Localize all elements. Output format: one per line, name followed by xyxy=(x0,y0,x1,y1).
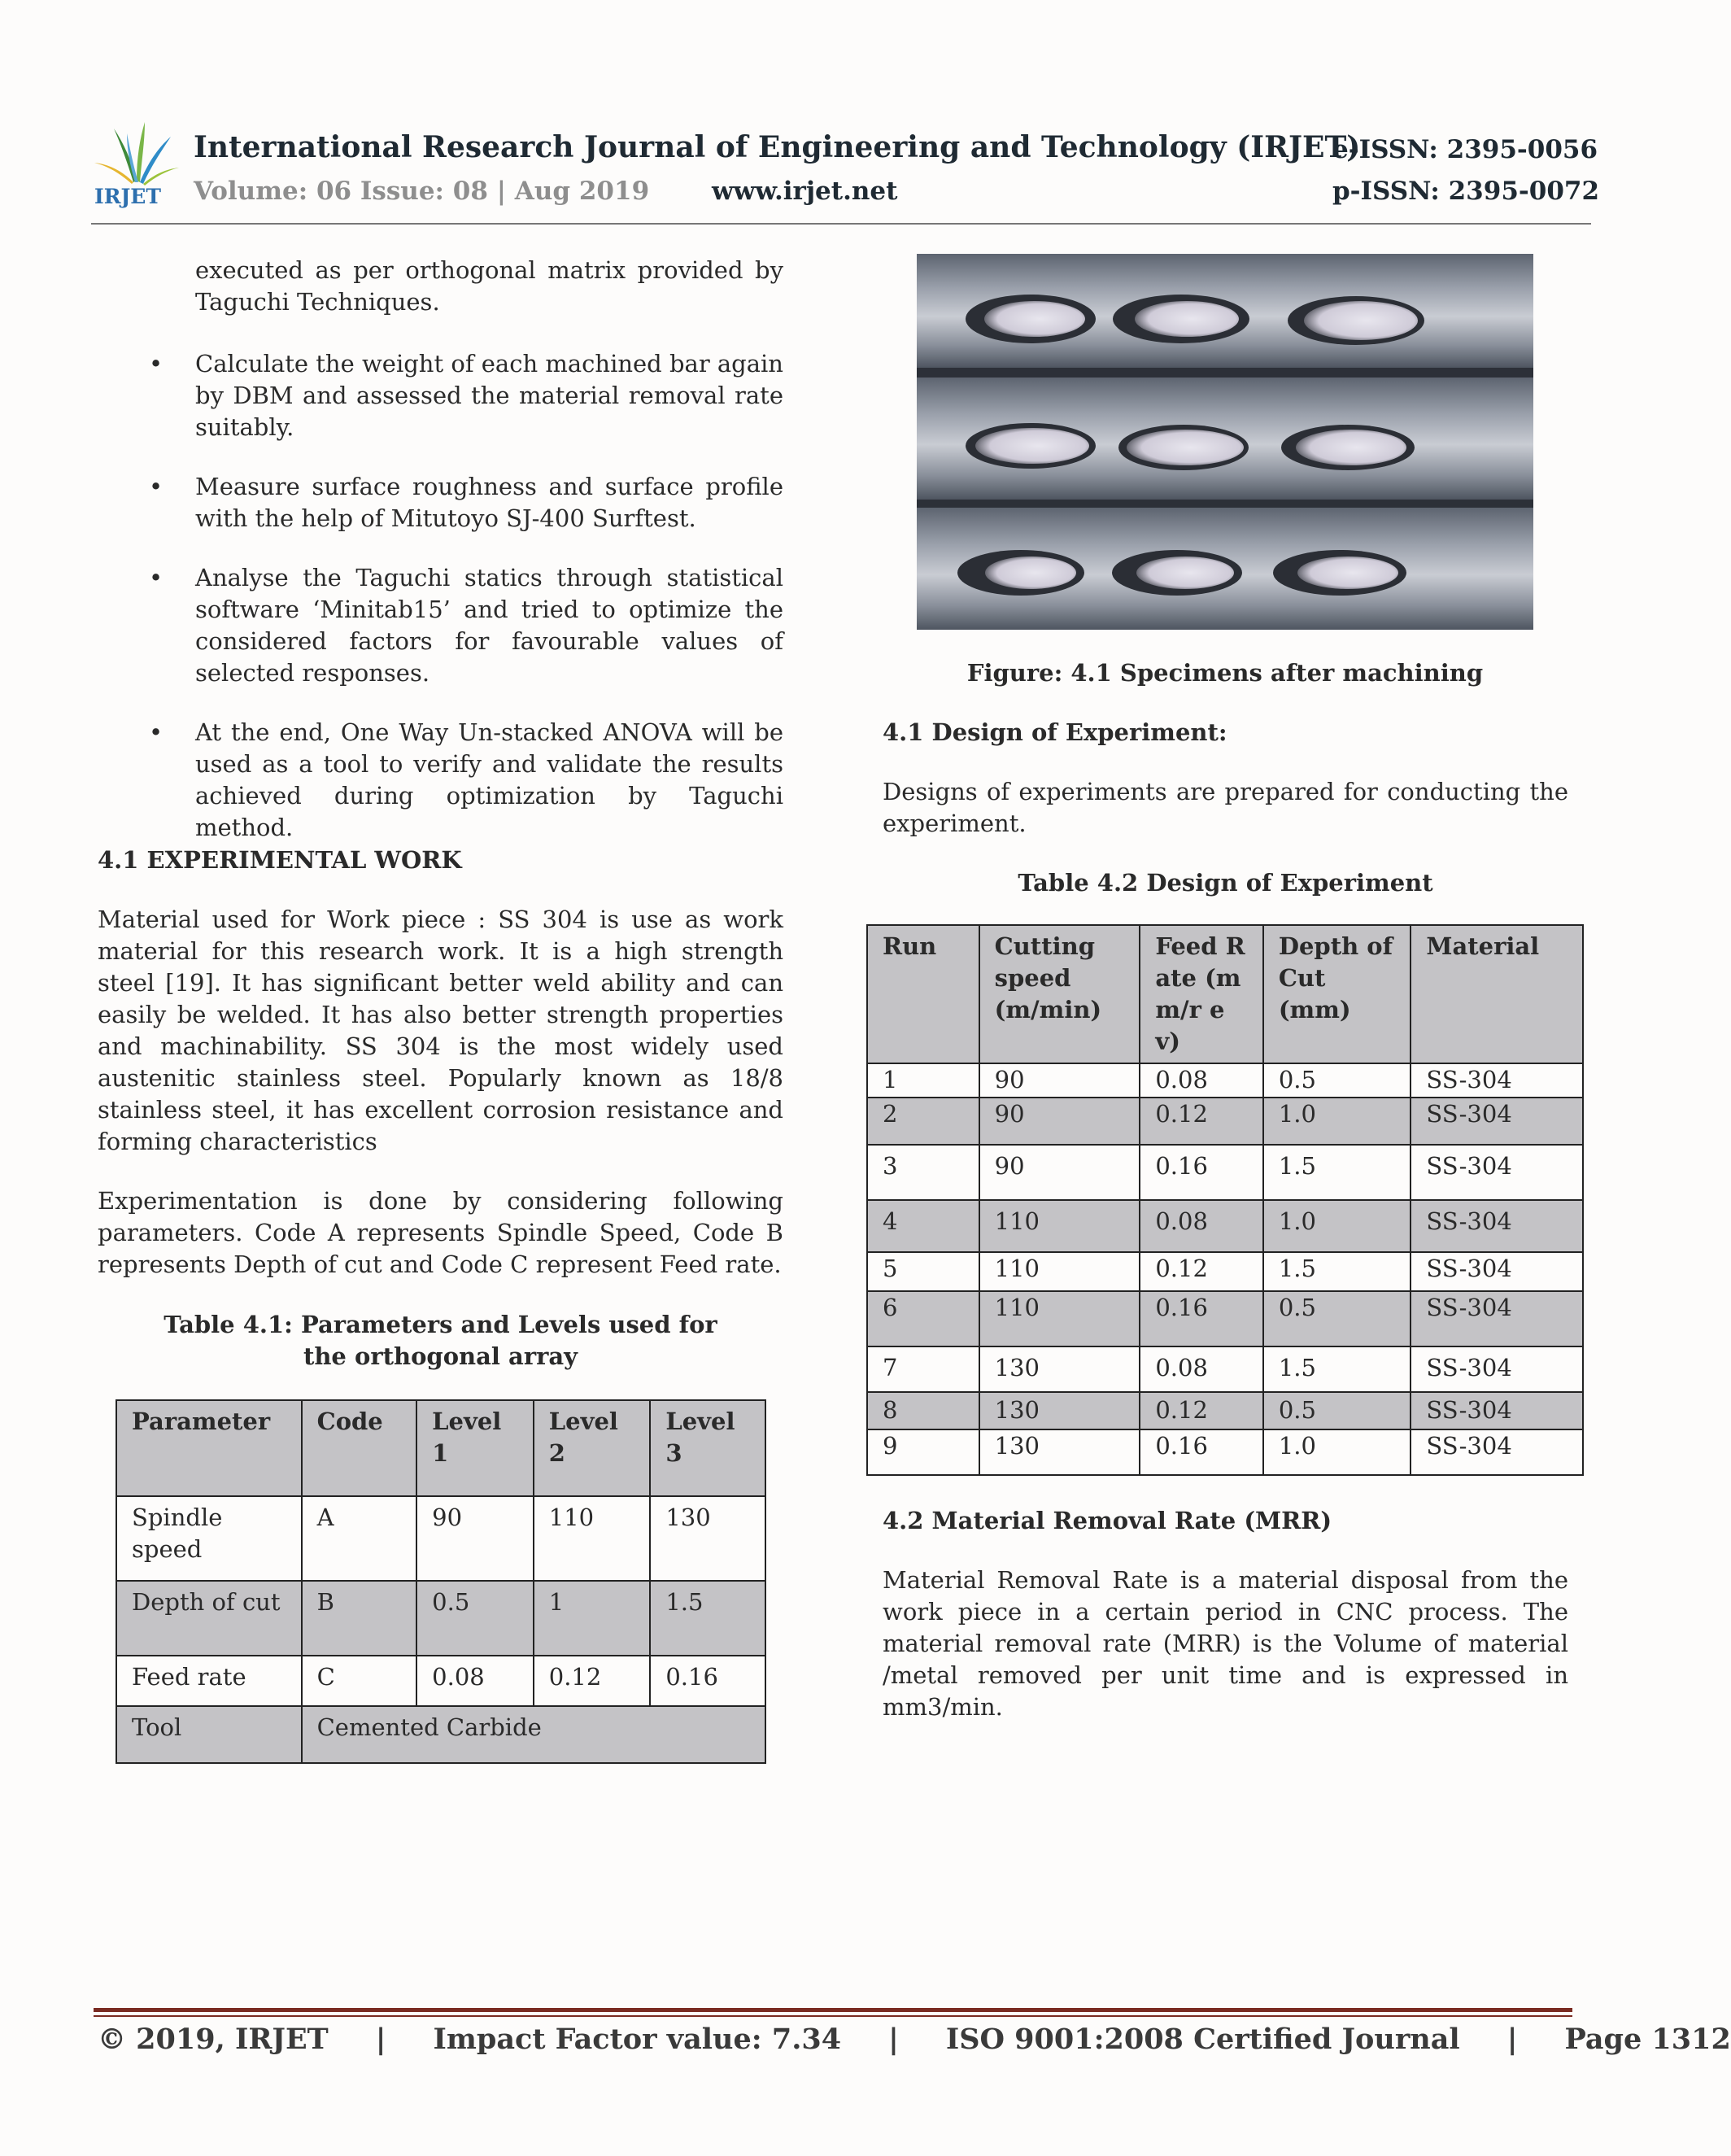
table-cell: 90 xyxy=(979,1063,1140,1098)
table-cell: 0.5 xyxy=(416,1581,534,1656)
table-cell: 1.0 xyxy=(1263,1200,1411,1252)
table-row xyxy=(867,1063,1583,1098)
bullet-icon: • xyxy=(149,473,164,500)
table-cell: SS-304 xyxy=(1411,1392,1583,1429)
list-item: • Analyse the Taguchi statics through statistical software ‘Minitab15’ and tried to optimize the considered factors for favourable values of selected responses. xyxy=(149,564,783,687)
table-cell: 0.12 xyxy=(1140,1392,1262,1429)
table-cell: 3 xyxy=(867,1145,979,1200)
logo-text: IRJET xyxy=(94,185,161,208)
table-row xyxy=(867,1392,1583,1429)
table-row xyxy=(867,1145,1583,1200)
table-cell: Depth of cut xyxy=(116,1581,302,1656)
table-header-cell: Depth of Cut (mm) xyxy=(1263,925,1411,1063)
table-cell: 0.12 xyxy=(1140,1252,1262,1291)
table-cell: 0.16 xyxy=(650,1656,765,1706)
table-cell: 130 xyxy=(979,1346,1140,1392)
table-cell: Cemented Carbide xyxy=(302,1706,765,1763)
page-footer xyxy=(98,2023,1731,2056)
doe-heading: 4.1 Design of Experiment: xyxy=(883,718,1227,746)
table-cell: 2 xyxy=(867,1098,979,1145)
table1-caption: Table 4.1: Parameters and Levels used for the orthogonal array xyxy=(164,1311,717,1370)
list-item: • Measure surface roughness and surface profile with the help of Mitutoyo SJ-400 Surftest. xyxy=(149,473,783,532)
table-cell: Feed rate xyxy=(116,1656,302,1706)
table-header-cell: Feed Rate (mm/r ev) xyxy=(1140,925,1262,1063)
table-cell: 110 xyxy=(979,1291,1140,1346)
table-header-row xyxy=(116,1400,765,1496)
material-paragraph: Material used for Work piece : SS 304 is use as work material for this research work. It is a high strength steel [19]. It has significant better weld ability and can easily be welded. It has also better strength properties and machinability. SS 304 is the most widely used austenitic stainless steel. Popularly known as 18/8 stainless steel, it has excellent corrosion resistance and forming characteristics xyxy=(98,906,783,1155)
table-header-cell: Cutting speed (m/min) xyxy=(979,925,1140,1063)
table-cell: 0.5 xyxy=(1263,1392,1411,1429)
table-cell: SS-304 xyxy=(1411,1346,1583,1392)
table-header-cell: Run xyxy=(867,925,979,1063)
table-cell: 8 xyxy=(867,1392,979,1429)
table-header-cell: Parameter xyxy=(116,1400,302,1496)
intro-text: executed as per orthogonal matrix provided by Taguchi Techniques. xyxy=(195,256,783,316)
footer-impact-factor: Impact Factor value: 7.34 xyxy=(433,2023,842,2056)
table-header-cell: Level 1 xyxy=(416,1400,534,1496)
table-cell: 130 xyxy=(979,1392,1140,1429)
footer-separator: | xyxy=(1506,2023,1518,2056)
table-row xyxy=(116,1656,765,1706)
table-cell: 1.0 xyxy=(1263,1098,1411,1145)
table-cell: SS-304 xyxy=(1411,1291,1583,1346)
table-cell: 0.5 xyxy=(1263,1063,1411,1098)
table-cell: 90 xyxy=(416,1496,534,1581)
table-cell: 130 xyxy=(650,1496,765,1581)
table-cell: 90 xyxy=(979,1098,1140,1145)
header-divider xyxy=(91,223,1591,225)
footer-copyright: © 2019, IRJET xyxy=(98,2023,329,2056)
table-header-row xyxy=(867,925,1583,1063)
specimens-photo xyxy=(917,254,1533,630)
table-cell: 0.12 xyxy=(534,1656,651,1706)
table-row xyxy=(867,1200,1583,1252)
table-header-cell: Material xyxy=(1411,925,1583,1063)
bullet-icon: • xyxy=(149,718,164,746)
table-cell: SS-304 xyxy=(1411,1200,1583,1252)
section-heading-experimental-work: 4.1 EXPERIMENTAL WORK xyxy=(98,846,462,874)
parameters-table xyxy=(116,1399,766,1764)
table-cell: 6 xyxy=(867,1291,979,1346)
e-issn: e-ISSN: 2395-0056 xyxy=(1332,135,1598,164)
table-cell: SS-304 xyxy=(1411,1429,1583,1475)
design-of-experiment-table xyxy=(866,924,1584,1476)
figure-caption: Figure: 4.1 Specimens after machining xyxy=(966,659,1484,687)
table-cell: 9 xyxy=(867,1429,979,1475)
table-cell: 1.5 xyxy=(1263,1252,1411,1291)
volume-issue: Volume: 06 Issue: 08 | Aug 2019 xyxy=(194,177,650,206)
table-cell: 130 xyxy=(979,1429,1140,1475)
mrr-heading: 4.2 Material Removal Rate (MRR) xyxy=(883,1507,1332,1534)
table-cell: 110 xyxy=(534,1496,651,1581)
table-cell: 4 xyxy=(867,1200,979,1252)
parameters-paragraph: Experimentation is done by considering following parameters. Code A represents Spindle Speed, Code B represents Depth of cut and Code C represent Feed rate. xyxy=(98,1187,783,1278)
bullet-icon: • xyxy=(149,564,164,591)
footer-divider-thick xyxy=(94,2008,1572,2012)
table-cell: 0.12 xyxy=(1140,1098,1262,1145)
table-row xyxy=(867,1291,1583,1346)
table-cell: 0.5 xyxy=(1263,1291,1411,1346)
table-row xyxy=(867,1346,1583,1392)
table-header-cell: Level 2 xyxy=(534,1400,651,1496)
table-cell: 0.08 xyxy=(416,1656,534,1706)
footer-separator: | xyxy=(888,2023,899,2056)
table-cell: 0.16 xyxy=(1140,1291,1262,1346)
table-cell: 90 xyxy=(979,1145,1140,1200)
table-row xyxy=(867,1252,1583,1291)
table-cell: 1 xyxy=(534,1581,651,1656)
table-row xyxy=(867,1429,1583,1475)
table-cell: SS-304 xyxy=(1411,1145,1583,1200)
table-cell: 110 xyxy=(979,1252,1140,1291)
footer-separator: | xyxy=(375,2023,386,2056)
table-cell: 0.08 xyxy=(1140,1063,1262,1098)
table-cell: 110 xyxy=(979,1200,1140,1252)
table-cell: 1.5 xyxy=(650,1581,765,1656)
table2-caption: Table 4.2 Design of Experiment xyxy=(1018,869,1433,897)
table-cell: 0.16 xyxy=(1140,1429,1262,1475)
table-cell: B xyxy=(302,1581,417,1656)
table-cell: Tool xyxy=(116,1706,302,1763)
table-cell: 1.5 xyxy=(1263,1346,1411,1392)
table-row xyxy=(116,1496,765,1581)
table-cell: 0.08 xyxy=(1140,1346,1262,1392)
table-row xyxy=(867,1098,1583,1145)
footer-page-number: Page 1312 xyxy=(1564,2023,1731,2056)
list-item: • Calculate the weight of each machined bar again by DBM and assessed the material removal rate suitably. xyxy=(149,350,783,441)
journal-title: International Research Journal of Engineering and Technology (IRJET) xyxy=(194,130,1361,164)
table-cell: 0.08 xyxy=(1140,1200,1262,1252)
method-bullet-list xyxy=(149,348,783,871)
table-cell: 1 xyxy=(867,1063,979,1098)
mrr-paragraph: Material Removal Rate is a material disposal from the work piece in a certain period in CNC process. The material removal rate (MRR) is the Volume of material /metal removed per unit time and is expressed in mm3/min. xyxy=(883,1566,1568,1721)
table-cell: Spindle speed xyxy=(116,1496,302,1581)
table-header-cell: Level 3 xyxy=(650,1400,765,1496)
table-cell: SS-304 xyxy=(1411,1063,1583,1098)
irjet-logo xyxy=(91,119,181,207)
footer-iso: ISO 9001:2008 Certified Journal xyxy=(945,2023,1460,2056)
footer-divider-thin xyxy=(94,2015,1572,2017)
table-cell: 5 xyxy=(867,1252,979,1291)
doe-paragraph: Designs of experiments are prepared for conducting the experiment. xyxy=(883,778,1568,837)
table-cell: 0.16 xyxy=(1140,1145,1262,1200)
table-cell: 1.5 xyxy=(1263,1145,1411,1200)
table-cell: C xyxy=(302,1656,417,1706)
website-link[interactable]: www.irjet.net xyxy=(712,177,898,206)
table-cell: 1.0 xyxy=(1263,1429,1411,1475)
table-cell: 7 xyxy=(867,1346,979,1392)
table-row xyxy=(116,1581,765,1656)
table-row-tool xyxy=(116,1706,765,1763)
table-cell: SS-304 xyxy=(1411,1252,1583,1291)
table-cell: SS-304 xyxy=(1411,1098,1583,1145)
table-header-cell: Code xyxy=(302,1400,417,1496)
bullet-icon: • xyxy=(149,350,164,378)
list-item: • At the end, One Way Un-stacked ANOVA will be used as a tool to verify and validate the results achieved during optimization by Taguchi method. xyxy=(149,718,783,841)
p-issn: p-ISSN: 2395-0072 xyxy=(1332,177,1600,206)
table-cell: A xyxy=(302,1496,417,1581)
